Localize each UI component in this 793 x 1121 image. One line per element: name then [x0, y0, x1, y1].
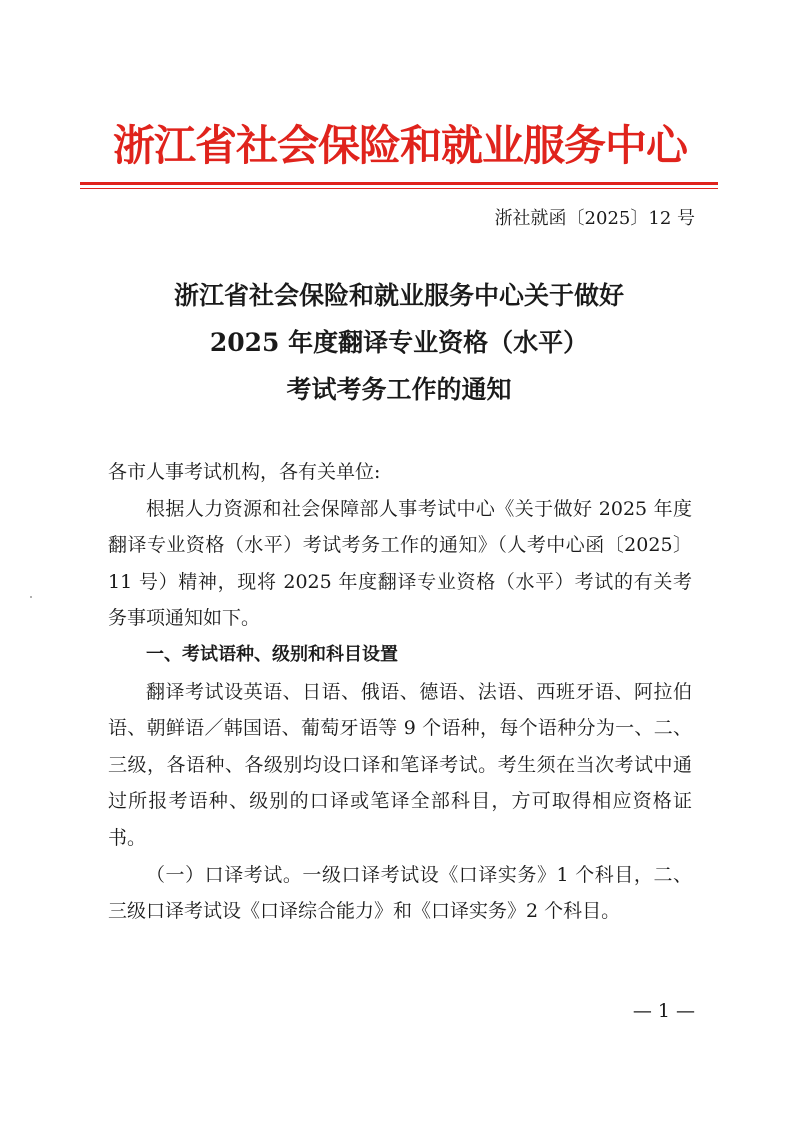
red-rule-thick [80, 182, 718, 185]
title-line-2: 2025 年度翻译专业资格（水平） [209, 328, 589, 357]
scan-speck [30, 596, 32, 598]
section-heading-1: 一、考试语种、级别和科目设置 [146, 643, 398, 665]
title-line-3: 考试考务工作的通知 [286, 375, 512, 404]
paragraph-2: 翻译考试设英语、日语、俄语、德语、法语、西班牙语、阿拉伯语、朝鲜语／韩国语、葡萄牙语等 9 个语种，每个语种分为一、二、三级，各语种、各级别均设口译和笔译考试。考生须在当次考试中通过所报考语种、级别的口译或笔译全部科目，方可取得相应资格证书。 [108, 680, 692, 849]
red-rule-thin [80, 188, 718, 189]
salutation: 各市人事考试机构，各有关单位: [108, 461, 381, 483]
paragraph-1: 根据人力资源和社会保障部人事考试中心《关于做好 2025 年度翻译专业资格（水平）考试考务工作的通知》（人考中心函〔2025〕11 号）精神，现将 2025 年度翻译专业资格（水平）考试的有关考务事项通知如下。 [108, 497, 692, 630]
title-line-1: 浙江省社会保险和就业服务中心关于做好 [173, 281, 624, 310]
document-number: 浙社就函〔2025〕12 号 [494, 208, 695, 229]
document-title [80, 272, 718, 413]
document-body [108, 454, 692, 930]
page-number: — 1 — [632, 1000, 695, 1022]
paragraph-3: （一）口译考试。一级口译考试设《口译实务》1 个科目，二、三级口译考试设《口译综合能力》和《口译实务》2 个科目。 [108, 863, 692, 923]
organization-header: 浙江省社会保险和就业服务中心 [112, 121, 687, 170]
